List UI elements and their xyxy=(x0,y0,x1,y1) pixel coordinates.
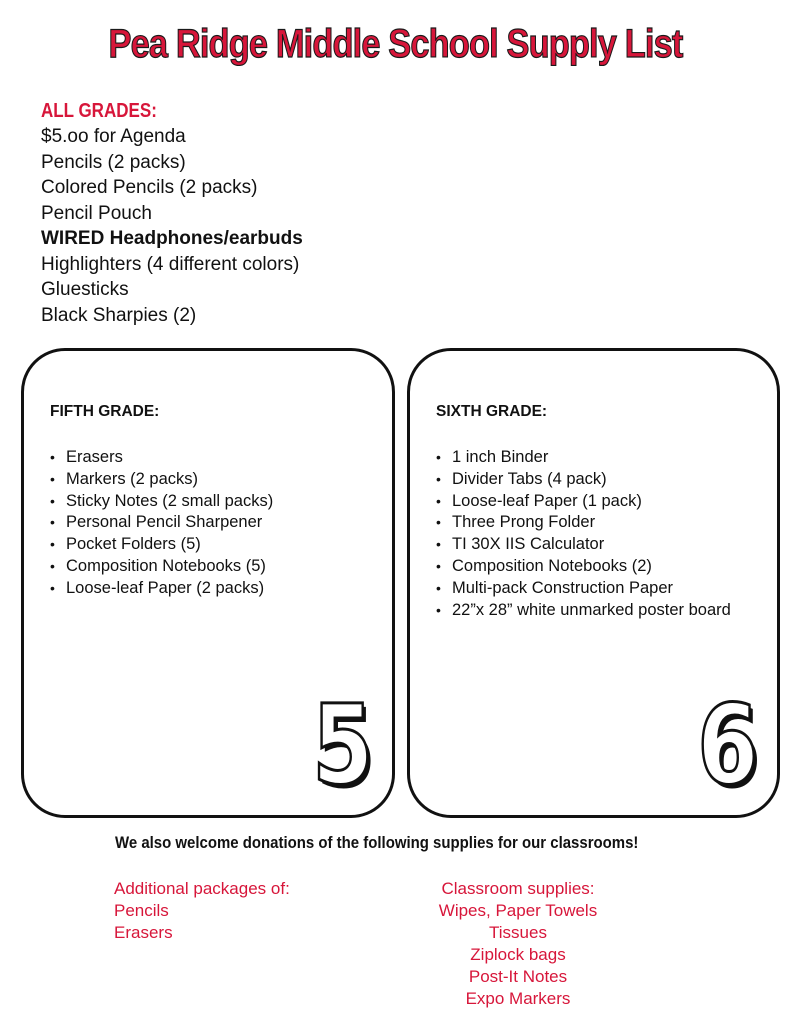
list-item: • Erasers xyxy=(50,447,273,469)
list-item: • Multi-pack Construction Paper xyxy=(436,578,731,600)
list-item: • Composition Notebooks (5) xyxy=(50,556,273,578)
grade-six-digit: 6 xyxy=(697,681,759,809)
all-grades-section xyxy=(41,98,303,328)
page-title: Pea Ridge Middle School Supply List xyxy=(108,22,683,66)
list-item: Colored Pencils (2 packs) xyxy=(41,177,258,198)
sixth-grade-list xyxy=(436,447,731,621)
fifth-grade-list xyxy=(50,447,273,600)
sixth-grade-card xyxy=(407,348,780,818)
list-item: • Sticky Notes (2 small packs) xyxy=(50,491,273,513)
list-item: Expo Markers xyxy=(465,989,571,1008)
donations-additional-packages xyxy=(114,878,290,944)
list-item: Tissues xyxy=(489,923,547,942)
list-item: • Three Prong Folder xyxy=(436,512,731,534)
fifth-grade-card xyxy=(21,348,395,818)
list-item: Additional packages of: xyxy=(114,879,290,898)
list-item: • 1 inch Binder xyxy=(436,447,731,469)
list-item: • 22”x 28” white unmarked poster board xyxy=(436,600,731,622)
list-item: • Composition Notebooks (2) xyxy=(436,556,731,578)
list-item: • Markers (2 packs) xyxy=(50,469,273,491)
list-item: Erasers xyxy=(114,923,173,942)
donations-classroom-supplies xyxy=(418,878,618,1010)
list-item: • Personal Pencil Sharpener xyxy=(50,512,273,534)
list-item: • Loose-leaf Paper (2 packs) xyxy=(50,578,273,600)
list-item: Post-It Notes xyxy=(468,967,568,986)
list-item: WIRED Headphones/earbuds xyxy=(41,228,303,249)
list-item: Wipes, Paper Towels xyxy=(438,901,598,920)
list-item: Gluesticks xyxy=(41,279,129,300)
fifth-grade-heading: FIFTH GRADE: xyxy=(50,403,160,420)
list-item: • Loose-leaf Paper (1 pack) xyxy=(436,491,731,513)
list-item: Classroom supplies: xyxy=(441,879,595,898)
list-item: Black Sharpies (2) xyxy=(41,304,197,326)
list-item: Pencil Pouch xyxy=(41,202,152,224)
list-item: $5.oo for Agenda xyxy=(41,126,186,147)
all-grades-heading: ALL GRADES: xyxy=(41,100,157,122)
list-item: • TI 30X IIS Calculator xyxy=(436,534,731,556)
list-item: Ziplock bags xyxy=(470,945,566,964)
list-item: • Divider Tabs (4 pack) xyxy=(436,469,731,491)
all-grades-list xyxy=(41,124,303,328)
donations-heading: We also welcome donations of the following supplies for our classrooms! xyxy=(115,833,639,852)
list-item: Pencils xyxy=(114,901,169,920)
sixth-grade-heading: SIXTH GRADE: xyxy=(436,403,548,420)
list-item: Highlighters (4 different colors) xyxy=(41,253,300,275)
list-item: • Pocket Folders (5) xyxy=(50,534,273,556)
list-item: Pencils (2 packs) xyxy=(41,151,186,173)
grade-five-digit: 5 xyxy=(312,681,374,809)
